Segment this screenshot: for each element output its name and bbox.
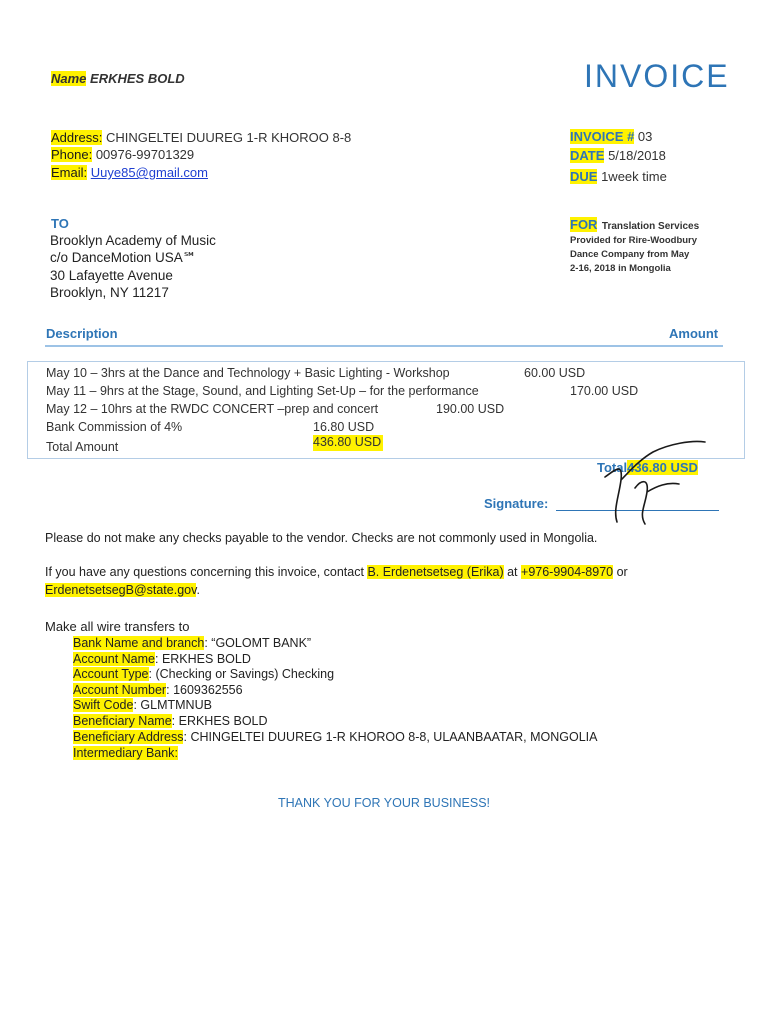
name-value: ERKHES BOLD [90, 71, 185, 86]
wire-key: Intermediary Bank [73, 746, 175, 760]
invoice-title: INVOICE [584, 58, 730, 94]
wire-value: ERKHES BOLD [161, 652, 251, 666]
row-description: May 11 – 9hrs at the Stage, Sound, and Lighting Set-Up – for the performance [46, 384, 479, 398]
name-label: Name [51, 71, 87, 86]
row-description: Bank Commission of 4% [46, 420, 183, 434]
wire-intro: Make all wire transfers to [45, 619, 190, 634]
row-amount: 436.80 USD [313, 435, 382, 449]
for-note-line: 2-16, 2018 in Mongolia [570, 263, 671, 274]
wire-value: (Checking or Savings) Checking [155, 667, 335, 681]
row-description: May 10 – 3hrs at the Dance and Technology + Basic Lighting - Workshop [46, 366, 450, 380]
signature-label: Signature: [484, 496, 549, 511]
amount-header: Amount [669, 326, 719, 341]
thank-you-note: THANK YOU FOR YOUR BUSINESS! [277, 796, 491, 810]
wire-field: Beneficiary Name: ERKHES BOLD [73, 714, 268, 728]
for-line [570, 216, 699, 234]
date-label: DATE [570, 148, 605, 163]
date-line [570, 148, 666, 163]
wire-key: Account Name [73, 652, 155, 666]
wire-field: Intermediary Bank: [73, 746, 178, 760]
total-label: Total [597, 460, 628, 475]
wire-value: ERKHES BOLD [178, 714, 268, 728]
for-label: FOR [570, 217, 598, 232]
contact-email[interactable]: ErdenetsetsegB@state.gov [45, 583, 197, 597]
contact-name: B. Erdenetsetseg (Erika) [367, 565, 504, 579]
table-row [46, 402, 378, 416]
wire-key: Account Number [73, 683, 167, 697]
contact-email-line [45, 583, 200, 597]
description-header: Description [46, 326, 118, 341]
email-link[interactable]: Uuye85@gmail.com [90, 165, 208, 180]
wire-key: Account Type [73, 667, 149, 681]
due-value: 1week time [601, 169, 667, 184]
contact-phone[interactable]: +976-9904-8970 [521, 565, 614, 579]
row-amount: 190.00 USD [436, 402, 505, 416]
wire-field: Account Name: ERKHES BOLD [73, 652, 251, 666]
sender-name-line [51, 71, 185, 86]
contact-at: at [507, 565, 518, 579]
recipient-line: Brooklyn, NY 11217 [50, 285, 169, 300]
wire-key: Swift Code [73, 698, 134, 712]
address-line [51, 129, 351, 146]
wire-field: Beneficiary Address: CHINGELTEI DUUREG 1-R KHOROO 8-8, ULAANBAATAR, MONGOLIA [73, 730, 598, 744]
due-label: DUE [570, 169, 598, 184]
email-line [51, 164, 208, 181]
handwritten-signature [595, 432, 723, 532]
invoice-number-line [570, 129, 652, 144]
wire-key: Beneficiary Address [73, 730, 184, 744]
for-note-line: Provided for Rire-Woodbury [570, 235, 698, 246]
wire-field: Swift Code: GLMTMNUB [73, 698, 212, 712]
row-amount: 60.00 USD [524, 366, 586, 380]
table-row [46, 366, 450, 380]
total-value: 436.80 USD [627, 460, 698, 475]
due-line [570, 169, 667, 184]
wire-key: Bank Name and branch [73, 636, 205, 650]
contact-prefix: If you have any questions concerning this invoice, contact [45, 565, 364, 579]
row-amount: 16.80 USD [313, 420, 375, 434]
table-row [46, 420, 182, 434]
recipient-line: c/o DanceMotion USA℠ [50, 250, 197, 265]
row-description: May 12 – 10hrs at the RWDC CONCERT –prep and concert [46, 402, 379, 416]
for-note-line: Dance Company from May [570, 249, 690, 260]
wire-field: Account Type: (Checking or Savings) Checking [73, 667, 335, 681]
recipient-line: 30 Lafayette Avenue [50, 268, 173, 283]
invoice-number-label: INVOICE # [570, 129, 635, 144]
table-row [46, 384, 479, 398]
row-amount: 170.00 USD [570, 384, 639, 398]
wire-field: Bank Name and branch: “GOLOMT BANK” [73, 636, 312, 650]
contact-line [45, 565, 628, 579]
invoice-number-value: 03 [637, 129, 653, 144]
wire-value: “GOLOMT BANK” [211, 636, 312, 650]
wire-field: Account Number: 1609362556 [73, 683, 243, 697]
header-divider [45, 345, 723, 347]
wire-value: GLMTMNUB [140, 698, 212, 712]
phone-label: Phone: [51, 147, 93, 162]
for-value: Translation Services [601, 221, 700, 232]
wire-key: Beneficiary Name [73, 714, 172, 728]
email-label: Email: [51, 165, 88, 180]
contact-or: or [616, 565, 628, 579]
phone-value: 00976-99701329 [95, 147, 195, 162]
contact-period: . [196, 583, 200, 597]
wire-value: 1609362556 [173, 683, 243, 697]
table-row [46, 440, 118, 454]
date-value: 5/18/2018 [608, 148, 666, 163]
checks-note: Please do not make any checks payable to the vendor. Checks are not commonly used in Mongolia. [45, 531, 598, 545]
wire-value: CHINGELTEI DUUREG 1-R KHOROO 8-8, ULAANBAATAR, MONGOLIA [190, 730, 598, 744]
phone-line [51, 146, 194, 163]
recipient-line: Brooklyn Academy of Music [50, 233, 216, 248]
address-value: CHINGELTEI DUUREG 1-R KHOROO 8-8 [105, 130, 352, 145]
row-description: Total Amount [46, 440, 119, 454]
to-label: TO [51, 216, 69, 231]
address-label: Address: [51, 130, 103, 145]
